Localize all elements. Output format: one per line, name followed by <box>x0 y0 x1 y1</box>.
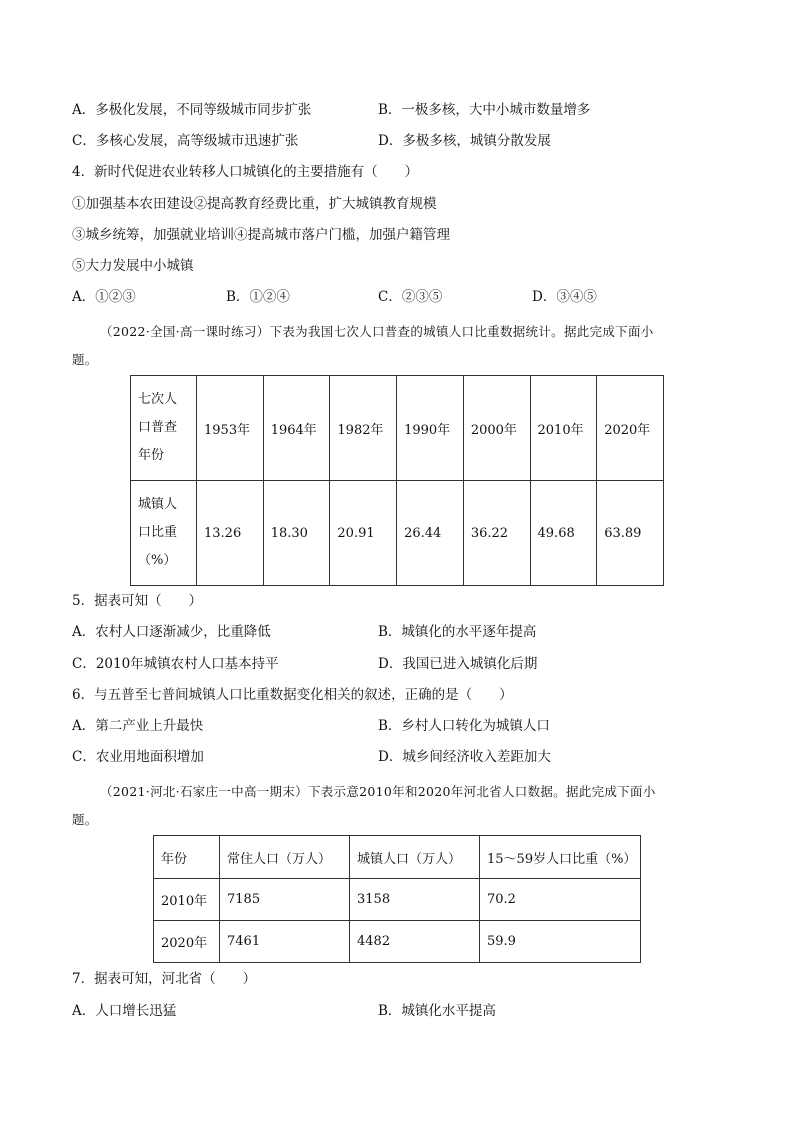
table-row-header <box>131 481 197 586</box>
table-cell-value: 36.22 <box>463 481 530 586</box>
q4-option-a: A．①②③ <box>72 289 136 305</box>
table-cell-year: 1990年 <box>397 376 464 481</box>
q5-option-d: D．我国已进入城镇化后期 <box>378 656 538 672</box>
hebei-population-table <box>153 835 641 963</box>
table-cell: 70.2 <box>480 879 641 921</box>
q6-option-d: D．城乡间经济收入差距加大 <box>378 749 551 765</box>
table-cell-value: 18.30 <box>263 481 330 586</box>
q5-option-b: B．城镇化的水平逐年提高 <box>378 624 537 640</box>
table-cell: 4482 <box>350 921 480 963</box>
q6-option-b: B．乡村人口转化为城镇人口 <box>378 718 550 734</box>
q7-option-b: B．城镇化水平提高 <box>378 1003 496 1019</box>
intro-2-line-2: 题。 <box>72 812 98 827</box>
census-urbanization-table <box>130 375 664 586</box>
table-cell-year: 2000年 <box>463 376 530 481</box>
q7-option-a: A．人口增长迅猛 <box>72 1003 177 1019</box>
table-header-cell: 15～59岁人口比重（%） <box>480 836 641 879</box>
table-cell-value: 13.26 <box>197 481 264 586</box>
table-cell: 7461 <box>220 921 350 963</box>
row-header-line: 年份 <box>138 448 165 463</box>
row-header-line: （%） <box>138 553 177 568</box>
table-cell: 3158 <box>350 879 480 921</box>
table-cell-year: 1982年 <box>330 376 397 481</box>
q3-option-b: B．一极多核，大中小城市数量增多 <box>378 102 591 118</box>
q7-stem: 7．据表可知，河北省（ ） <box>72 971 257 987</box>
table-header-cell: 常住人口（万人） <box>220 836 350 879</box>
intro-1-line-2: 题。 <box>72 352 98 367</box>
table-row <box>154 879 641 921</box>
q6-option-a: A．第二产业上升最快 <box>72 718 204 734</box>
q4-option-c: C．②③⑤ <box>378 289 443 305</box>
q4-item-3: ⑤大力发展中小城镇 <box>72 258 194 274</box>
q4-stem: 4．新时代促进农业转移人口城镇化的主要措施有（ ） <box>72 164 419 180</box>
table-cell-value: 49.68 <box>530 481 597 586</box>
table-cell-value: 63.89 <box>597 481 664 586</box>
table-cell: 2010年 <box>154 879 220 921</box>
table-row <box>154 921 641 963</box>
table-cell: 2020年 <box>154 921 220 963</box>
q3-option-d: D．多极多核，城镇分散发展 <box>378 133 551 149</box>
table-cell: 59.9 <box>480 921 641 963</box>
q4-item-2: ③城乡统筹，加强就业培训④提高城市落户门槛，加强户籍管理 <box>72 227 450 243</box>
table-row-header <box>131 376 197 481</box>
row-header-line: 七次人 <box>138 392 178 407</box>
table-header-cell: 年份 <box>154 836 220 879</box>
intro-2-line-1: （2021·河北·石家庄一中高一期末）下表示意2010年和2020年河北省人口数据。据此完成下面小 <box>100 784 656 799</box>
q5-stem: 5．据表可知（ ） <box>72 593 203 609</box>
q4-option-b: B．①②④ <box>226 289 290 305</box>
table-cell: 7185 <box>220 879 350 921</box>
q6-stem: 6．与五普至七普间城镇人口比重数据变化相关的叙述，正确的是（ ） <box>72 687 513 703</box>
q4-item-1: ①加强基本农田建设②提高教育经费比重，扩大城镇教育规模 <box>72 196 437 212</box>
table-cell-year: 2020年 <box>597 376 664 481</box>
q3-option-a: A．多极化发展，不同等级城市同步扩张 <box>72 102 312 118</box>
table-cell-year: 1964年 <box>263 376 330 481</box>
row-header-line: 口普查 <box>138 420 178 435</box>
table-cell-year: 1953年 <box>197 376 264 481</box>
q4-option-d: D．③④⑤ <box>532 289 597 305</box>
q3-option-c: C．多核心发展，高等级城市迅速扩张 <box>72 133 299 149</box>
table-header-cell: 城镇人口（万人） <box>350 836 480 879</box>
q5-option-a: A．农村人口逐渐减少，比重降低 <box>72 624 271 640</box>
intro-1-line-1: （2022·全国·高一课时练习）下表为我国七次人口普查的城镇人口比重数据统计。据此完成下面小 <box>100 324 654 339</box>
table-cell-year: 2010年 <box>530 376 597 481</box>
row-header-line: 城镇人 <box>138 497 178 512</box>
table-cell-value: 26.44 <box>397 481 464 586</box>
table-cell-value: 20.91 <box>330 481 397 586</box>
row-header-line: 口比重 <box>138 525 178 540</box>
q5-option-c: C．2010年城镇农村人口基本持平 <box>72 656 279 672</box>
q6-option-c: C．农业用地面积增加 <box>72 749 204 765</box>
